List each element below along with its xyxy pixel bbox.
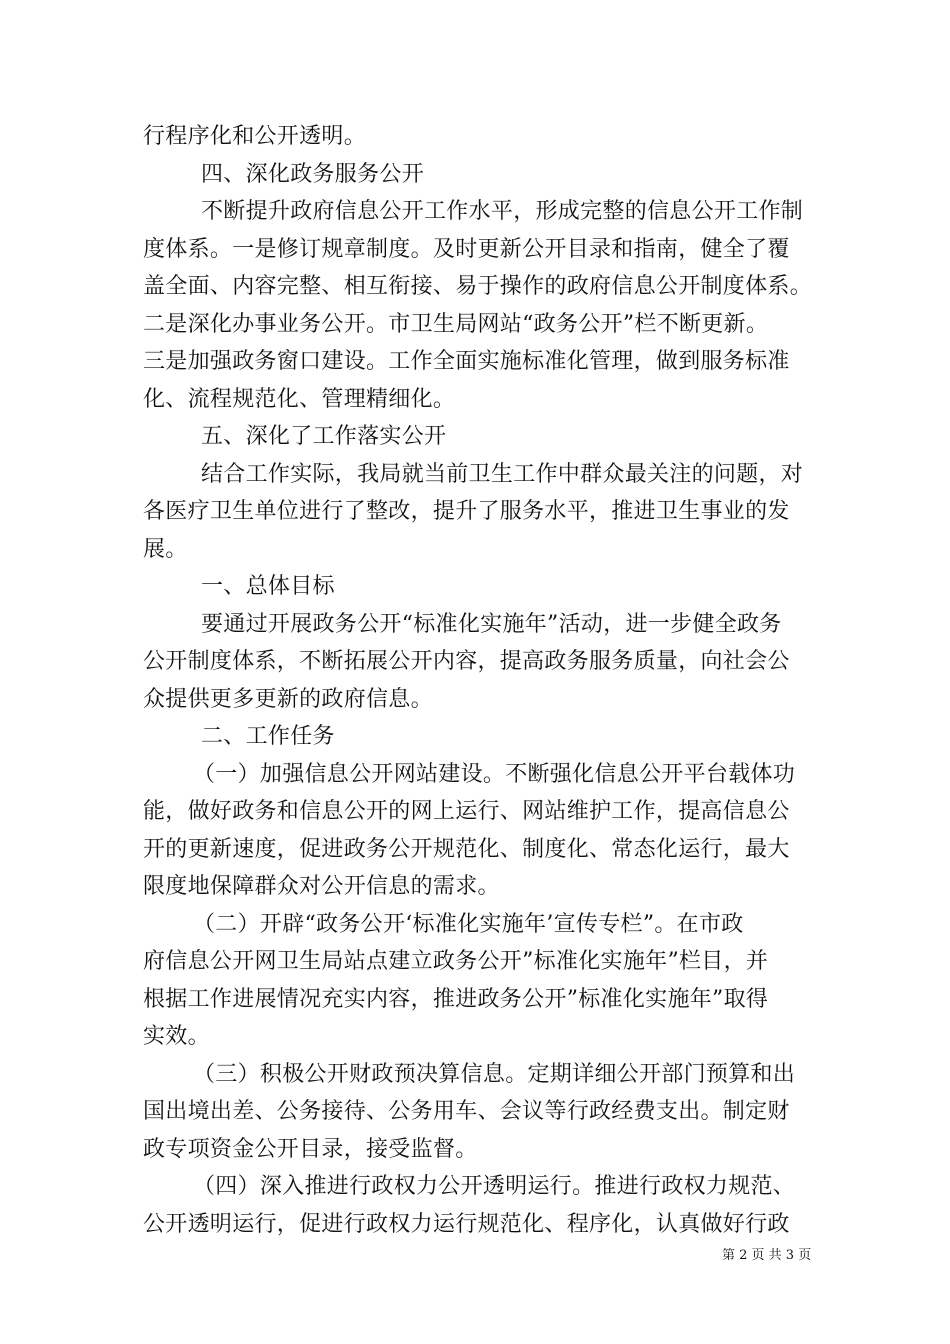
body-line: （一）加强信息公开网站建设。不断强化信息公开平台载体功	[193, 761, 796, 787]
body-line: 实效。	[143, 1024, 210, 1049]
body-line: （三）积极公开财政预决算信息。定期详细公开部门预算和出	[193, 1061, 796, 1087]
section-heading: 五、深化了工作落实公开	[201, 424, 447, 449]
body-line: 公开透明运行，促进行政权力运行规范化、程序化，认真做好行政	[143, 1211, 790, 1237]
body-line: 三是加强政务窗口建设。工作全面实施标准化管理，做到服务标准	[143, 349, 790, 374]
body-line: 各医疗卫生单位进行了整改，提升了服务水平，推进卫生事业的发	[143, 499, 790, 524]
document-body	[143, 118, 815, 1243]
body-line: 根据工作进展情况充实内容，推进政务公开”标准化实施年”取得	[143, 986, 769, 1012]
section-heading: 二、工作任务	[201, 724, 335, 749]
body-line: 盖全面、内容完整、相互衔接、易于操作的政府信息公开制度体系。	[143, 274, 813, 299]
body-line: 政专项资金公开目录，接受监督。	[143, 1136, 478, 1162]
body-line: 二是深化办事业务公开。市卫生局网站“政务公开”栏不断更新。	[143, 311, 769, 337]
body-line: 限度地保障群众对公开信息的需求。	[143, 874, 500, 899]
body-line: 化、流程规范化、管理精细化。	[143, 386, 456, 412]
section-heading: 四、深化政务服务公开	[201, 161, 425, 187]
page-number: 第 2 页 共 3 页	[722, 1248, 812, 1263]
body-line: （二）开辟“政务公开‘标准化实施年’宣传专栏”。在市政	[193, 911, 744, 937]
body-line: 众提供更多更新的政府信息。	[143, 686, 433, 712]
body-line: 不断提升政府信息公开工作水平，形成完整的信息公开工作制	[201, 199, 804, 224]
section-heading: 一、总体目标	[201, 574, 335, 599]
body-line: 度体系。一是修订规章制度。及时更新公开目录和指南，健全了覆	[143, 236, 790, 262]
body-line: 能，做好政务和信息公开的网上运行、网站维护工作，提高信息公	[143, 799, 790, 824]
body-line: 行程序化和公开透明。	[143, 124, 367, 149]
body-line: 开的更新速度，促进政务公开规范化、制度化、常态化运行，最大	[143, 836, 790, 862]
body-line: （四）深入推进行政权力公开透明运行。推进行政权力规范、	[193, 1174, 796, 1199]
body-line: 府信息公开网卫生局站点建立政务公开”标准化实施年”栏目，并	[143, 949, 769, 974]
body-line: 国出境出差、公务接待、公务用车、会议等行政经费支出。制定财	[143, 1099, 790, 1124]
body-line: 公开制度体系，不断拓展公开内容，提高政务服务质量，向社会公	[143, 649, 790, 674]
body-line: 结合工作实际，我局就当前卫生工作中群众最关注的问题，对	[201, 461, 804, 487]
body-line: 展。	[143, 536, 188, 562]
body-line: 要通过开展政务公开“标准化实施年”活动，进一步健全政务	[201, 611, 782, 637]
